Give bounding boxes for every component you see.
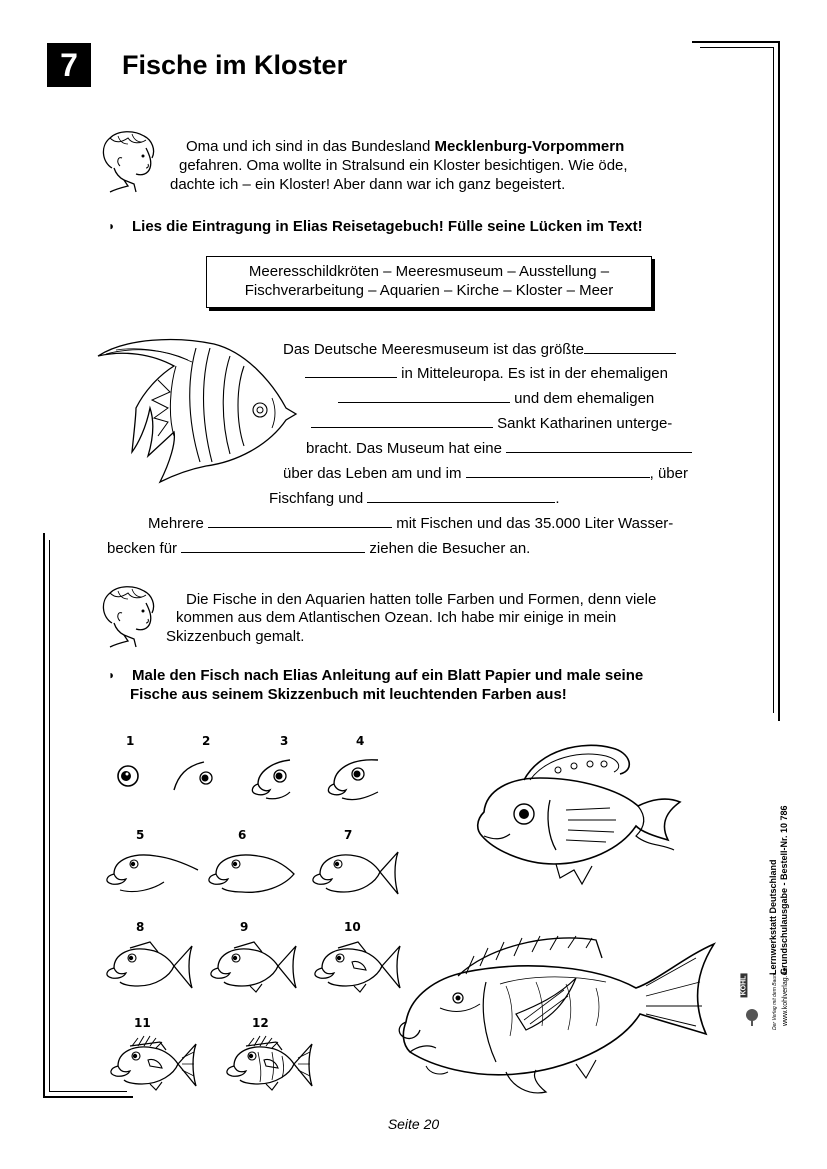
intro2-line1: Die Fische in den Aquarien hatten tolle Farben und Formen, denn viele xyxy=(186,591,657,608)
word-box-line1: Meeresschildkröten – Meeresmuseum – Ausstellung – xyxy=(248,263,610,280)
frame-bottom-inner xyxy=(49,1091,127,1092)
intro1-line3: dachte ich – ein Kloster! Aber dann war ich ganz begeistert. xyxy=(170,176,566,193)
blank-3[interactable] xyxy=(338,388,510,403)
sidebar-line1: Lernwerkstatt Deutschland xyxy=(768,859,778,975)
blank-6[interactable] xyxy=(466,463,650,478)
step-number-5: 5 xyxy=(136,828,145,842)
cloze-line2-text: in Mitteleuropa. Es ist in der ehemaligen xyxy=(401,365,668,382)
cloze-line4-text: Sankt Katharinen unterge- xyxy=(497,415,673,432)
blank-8[interactable] xyxy=(208,513,392,528)
tree-logo-icon xyxy=(742,1008,762,1026)
step-number-6: 6 xyxy=(238,828,247,842)
publisher-url: www.kohlverlag.de xyxy=(782,967,789,1026)
step-8-drawing xyxy=(100,938,196,992)
chapter-number: 7 xyxy=(47,43,91,87)
cloze-line5-text: bracht. Das Museum hat eine xyxy=(306,440,502,457)
step-number-3: 3 xyxy=(280,734,289,748)
cloze-line8-text: Mehrere xyxy=(148,515,204,532)
step-number-8: 8 xyxy=(136,920,145,934)
page-number: Seite 20 xyxy=(387,1116,440,1132)
blank-9[interactable] xyxy=(181,538,365,553)
step-number-9: 9 xyxy=(240,920,249,934)
blank-2[interactable] xyxy=(305,363,397,378)
step-9-drawing xyxy=(204,938,300,992)
cloze-line2 xyxy=(305,363,668,383)
cloze-line1 xyxy=(283,339,676,359)
step-1-drawing xyxy=(112,762,152,792)
sidebar-line2: Grundschulausgabe - Bestell-Nr. 10 786 xyxy=(779,805,789,975)
publisher-tagline: Der Verlag mit dem Baum xyxy=(772,972,778,1030)
cloze-line8-end: mit Fischen und das 35.000 Liter Wasser- xyxy=(396,515,674,532)
step-6-drawing xyxy=(202,848,298,896)
page-title: Fische im Kloster xyxy=(122,50,348,80)
word-box xyxy=(206,256,652,308)
publisher-logo xyxy=(740,964,764,1026)
publisher-name: KOHL xyxy=(740,975,748,996)
frame-top-right-inner xyxy=(700,47,774,48)
intro1-bundesland: Mecklenburg-Vorpommern xyxy=(434,138,625,155)
intro1-line2: gefahren. Oma wollte in Stralsund ein Kloster besichtigen. Wie öde, xyxy=(179,157,628,174)
step-7-drawing xyxy=(306,846,402,898)
angelfish-icon xyxy=(96,336,298,484)
step-number-7: 7 xyxy=(344,828,353,842)
task1-text: Lies die Eintragung in Elias Reisetagebuch! Fülle seine Lücken im Text! xyxy=(132,218,643,235)
step-number-2: 2 xyxy=(202,734,211,748)
step-number-11: 11 xyxy=(134,1016,151,1030)
cloze-line4 xyxy=(311,413,672,433)
boy-face-icon xyxy=(98,583,162,649)
frame-right-outer xyxy=(778,41,780,721)
intro1-line1-text: Oma und ich sind in das Bundesland xyxy=(186,138,435,155)
word-box-line2: Fischverarbeitung – Aquarien – Kirche – Kloster – Meer xyxy=(244,282,614,299)
cloze-line7 xyxy=(269,488,560,508)
cloze-line7-end: . xyxy=(555,490,560,507)
sketch-fish-1-icon xyxy=(470,740,688,888)
step-number-1: 1 xyxy=(126,734,135,748)
step-4-drawing xyxy=(320,752,384,804)
frame-left-outer xyxy=(43,533,45,1098)
step-12-drawing xyxy=(220,1034,316,1090)
intro2-line3: Skizzenbuch gemalt. xyxy=(166,628,305,645)
sidebar-series xyxy=(768,675,790,975)
task1-bullet: ◗ xyxy=(108,219,116,233)
boy-face-icon xyxy=(98,128,162,194)
frame-top-right-outer xyxy=(692,41,780,43)
step-3-drawing xyxy=(244,754,304,802)
cloze-line3-text: und dem ehemaligen xyxy=(514,390,655,407)
frame-right-inner xyxy=(773,47,774,713)
cloze-line3 xyxy=(338,388,654,408)
frame-bottom-outer xyxy=(43,1096,133,1098)
step-number-4: 4 xyxy=(356,734,365,748)
step-number-12: 12 xyxy=(252,1016,269,1030)
cloze-line9 xyxy=(107,538,530,558)
task2-line2: Fische aus seinem Skizzenbuch mit leuchtenden Farben aus! xyxy=(130,686,567,703)
blank-4[interactable] xyxy=(311,413,493,428)
step-11-drawing xyxy=(104,1034,200,1090)
blank-7[interactable] xyxy=(367,488,555,503)
step-5-drawing xyxy=(100,848,200,896)
blank-1[interactable] xyxy=(584,339,676,354)
sketch-fish-2-icon xyxy=(396,926,718,1102)
cloze-line9-end: ziehen die Besucher an. xyxy=(369,540,531,557)
cloze-line1-text: Das Deutsche Meeresmuseum ist das größte xyxy=(283,341,584,358)
frame-left-inner xyxy=(49,540,50,1092)
step-10-drawing xyxy=(308,938,404,992)
intro1-line1 xyxy=(186,137,624,156)
cloze-line9-text: becken für xyxy=(107,540,178,557)
blank-5[interactable] xyxy=(506,438,692,453)
cloze-line6 xyxy=(283,463,688,483)
cloze-line6-text: über das Leben am und im xyxy=(283,465,462,482)
cloze-line7-text: Fischfang und xyxy=(269,490,364,507)
task2-line1: Male den Fisch nach Elias Anleitung auf ein Blatt Papier und male seine xyxy=(132,667,644,684)
cloze-line8 xyxy=(148,513,673,533)
step-2-drawing xyxy=(170,756,226,794)
intro2-line2: kommen aus dem Atlantischen Ozean. Ich habe mir einige in mein xyxy=(176,609,617,626)
step-number-10: 10 xyxy=(344,920,361,934)
task2-bullet: ◗ xyxy=(108,668,116,682)
cloze-line5 xyxy=(306,438,692,458)
cloze-line6-end: , über xyxy=(649,465,688,482)
